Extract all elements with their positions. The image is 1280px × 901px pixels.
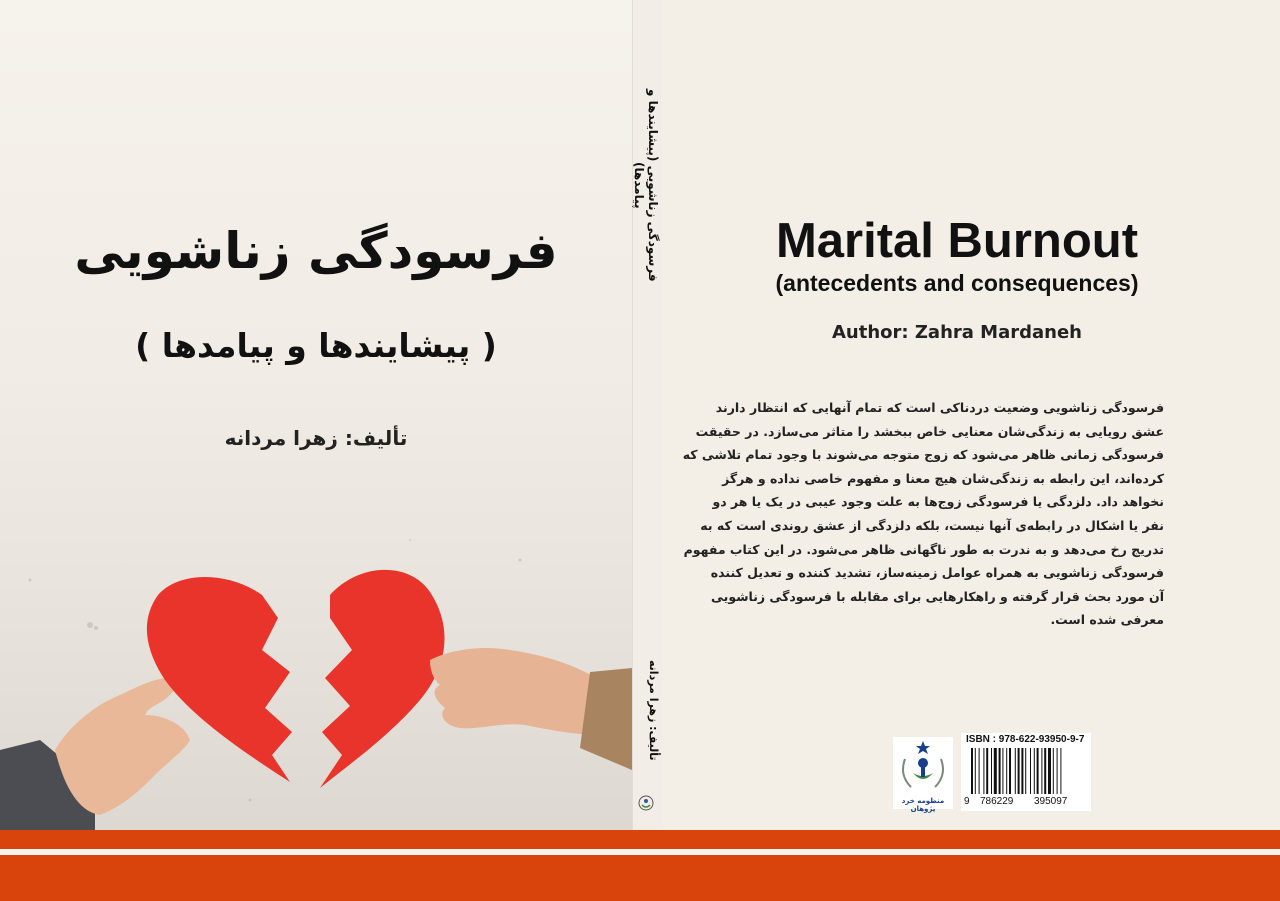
barcode-bar — [1015, 748, 1016, 794]
barcode-bar — [1053, 748, 1054, 794]
left-hand — [55, 678, 190, 815]
front-cover — [0, 0, 632, 830]
spine-title: فرسودگی زناشویی (پیشایندها و پیامدها) — [632, 88, 660, 282]
barcode-bar — [1006, 748, 1007, 794]
barcode-bar — [1044, 748, 1046, 794]
barcode-bar — [1037, 748, 1039, 794]
barcode-bar — [1057, 748, 1058, 794]
barcode-digits-left: 786229 — [980, 796, 1014, 807]
barcode-bar — [979, 748, 980, 794]
barcode-bar — [991, 748, 992, 794]
barcode-bar — [983, 748, 984, 794]
barcode-bar — [975, 748, 976, 794]
front-title: فرسودگی زناشویی — [74, 222, 558, 280]
barcode-bar — [1030, 748, 1031, 794]
back-subtitle: (antecedents and consequences) — [775, 270, 1139, 296]
back-title: Marital Burnout — [775, 214, 1139, 268]
barcode-bar — [1009, 748, 1011, 794]
spine-author: تألیف: زهرا مردانه — [647, 659, 660, 761]
bottom-orange-band-lower — [0, 855, 1280, 901]
blurb-line: کرده‌اند، این رابطه به زندگی‌شان هیچ معنا و مفهوم خاصی نداده و هرگز — [722, 470, 1164, 486]
publisher-name: منظومه خرد پژوهان — [901, 797, 945, 813]
barcode-digits-right: 395097 — [1034, 796, 1068, 807]
blurb-line: تدریج رخ می‌دهد و به ندرت به طور ناگهانی ظاهر می‌شود. در این کتاب مفهوم — [683, 541, 1164, 557]
barcode-bar — [1025, 748, 1026, 794]
broken-heart-hands-illustration — [0, 500, 632, 830]
barcode-digit-prefix: 9 — [964, 796, 970, 807]
blurb-line: آن مورد بحث قرار گرفته و راهکارهایی برای مقابله با فرسودگی زناشویی — [711, 588, 1164, 604]
barcode-bar — [1041, 748, 1042, 794]
right-heart-half — [320, 570, 444, 788]
front-author: تألیف: زهرا مردانه — [224, 426, 408, 450]
barcode-bar — [1021, 748, 1023, 794]
barcode-bar — [1060, 748, 1061, 794]
barcode — [970, 748, 1084, 796]
barcode-bar — [986, 748, 988, 794]
blurb-line: معرفی شده است. — [1050, 612, 1164, 628]
barcode-bar — [1048, 748, 1051, 794]
barcode-bar — [1034, 748, 1035, 794]
blurb-line: نخواهد داد. دلزدگی یا فرسودگی زوج‌ها به علت وجود عیبی در یک یا هر دو — [712, 494, 1164, 510]
publisher-emblem-icon — [893, 737, 953, 797]
barcode-bar — [1018, 748, 1020, 794]
back-author: Author: Zahra Mardaneh — [832, 322, 1082, 343]
barcode-bar — [971, 748, 973, 794]
front-subtitle: ( پیشایندها و پیامدها ) — [135, 326, 497, 365]
back-blurb — [682, 396, 1164, 632]
blurb-line: فرسودگی زمانی ظاهر می‌شود که زوج متوجه می‌شوند با وجود تمام تلاشی که — [682, 447, 1164, 463]
isbn-label: ISBN : 978-622-93950-9-7 — [966, 734, 1085, 745]
bottom-orange-band — [0, 830, 1280, 849]
blurb-line: عشق رویایی به زندگی‌شان معنایی خاص ببخشد را متاثر می‌سازد. در حقیقت — [695, 423, 1164, 439]
barcode-bar — [999, 748, 1001, 794]
barcode-bar — [1002, 748, 1003, 794]
blurb-line: نفر یا اشکال در رابطه‌ی آنها نیست، بلکه دلزدگی از عشق روندی است که به — [700, 517, 1164, 533]
blurb-line: فرسودگی زناشویی به همراه عوامل زمینه‌ساز، تشدید کننده و تعدیل کننده — [710, 565, 1164, 581]
right-hand — [430, 648, 600, 735]
barcode-bar — [994, 748, 997, 794]
spine-publisher-logo-icon — [638, 795, 654, 811]
blurb-line: فرسودگی زناشویی وضعیت دردناکی است که تمام آنهایی که انتظار دارند — [715, 400, 1164, 415]
